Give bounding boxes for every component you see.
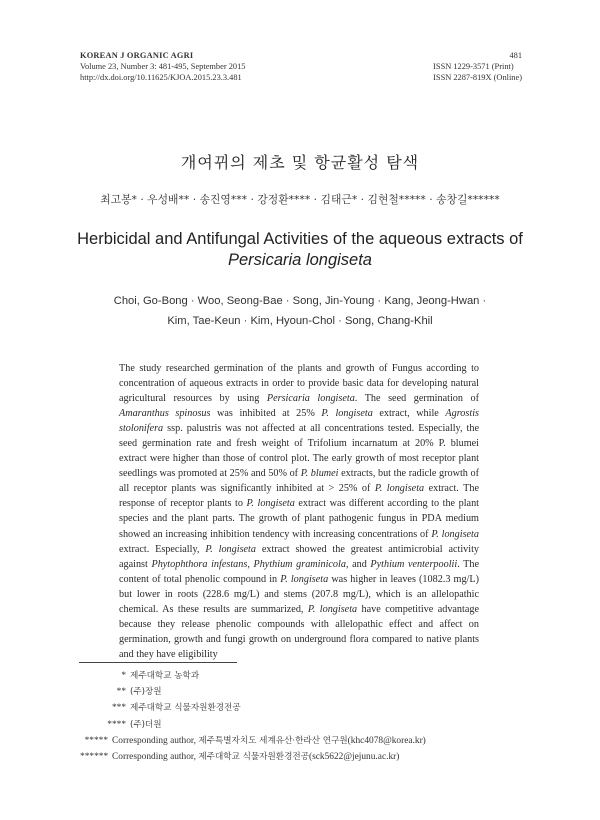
volume-info: Volume 23, Number 3: 481-495, September 2015 (80, 62, 246, 71)
abstract-text: extract showed the greatest antimicrobial activity against (119, 543, 480, 570)
title-english (60, 229, 540, 271)
abstract-text: was higher in leaves (1082.3 mg/L) but lower in roots (228.6 mg/L) and stems (207.8 mg/L), which is an allelopathic chemical. As these results are summarized, (119, 573, 480, 615)
page-number: 481 (509, 51, 522, 60)
abstract-species: P. blumei (300, 468, 339, 480)
footnote-affiliation: (주)장원 (130, 687, 162, 698)
abstract-text: extract was different according to the plant species and the plant parts. The growth of plant pathogenic fungus in PDA medium showed an increasing inhibition tendency with increasing concentrations of (119, 498, 479, 540)
abstract-species: Agrostis stolonifera (119, 408, 479, 435)
abstract-species: P. longiseta (280, 573, 329, 585)
footnote-4 (80, 717, 426, 733)
abstract-species: P. longiseta (321, 408, 373, 420)
authors-english (50, 291, 550, 331)
footnote-mark: ****** (80, 752, 109, 763)
doi-link[interactable]: http://dx.doi.org/10.11625/KJOA.2015.23.3.481 (80, 73, 242, 82)
abstract-species: Persicaria longiseta (266, 393, 355, 405)
authors-korean: 최고봉* · 우성배** · 송진영*** · 강정환**** · 김태근* · 김현철***** · 송창길****** (100, 193, 500, 206)
abstract-text: extract. Especially, (119, 543, 206, 555)
journal-header-left (80, 50, 245, 83)
abstract-species: P. longiseta (431, 528, 479, 540)
footnote-6 (80, 749, 426, 765)
footnote-affiliation: 제주대학교 식물자원환경전공 (130, 703, 241, 714)
footnote-prefix: Corresponding author, (112, 735, 199, 746)
abstract-text: extracts, but the radicle growth of all receptor plants was significantly inhibited at > 25% of (119, 468, 480, 495)
abstract-text: The study researched germination of the plants and growth of Fungus according to concentration of aqueous extracts in order to provide basic data for developing natural agricultural resources by using (119, 363, 479, 405)
abstract-species: Phythium graminicola (253, 558, 346, 570)
footnotes (80, 668, 426, 765)
authors-english-line2: Kim, Tae-Keun · Kim, Hyoun-Chol · Song, Chang-Khil (167, 315, 433, 327)
title-korean: 개여뀌의 제초 및 항균활성 탐색 (180, 153, 420, 172)
footnote-mark: ***** (84, 735, 108, 746)
footnote-affiliation: 제주특별자치도 세계유산·한라산 연구원 (198, 735, 348, 746)
footnote-prefix: Corresponding author, (112, 752, 199, 763)
abstract-text: extract, while (372, 408, 446, 420)
abstract-species: P. longiseta (307, 603, 358, 615)
footnote-mark: * (121, 671, 126, 681)
footnote-1 (80, 668, 426, 684)
journal-header-right (433, 50, 522, 83)
abstract-text: . The seed germination of (354, 393, 479, 405)
footnote-email[interactable]: (sck5622@jejunu.ac.kr) (309, 752, 400, 763)
footnote-divider (79, 662, 237, 663)
journal-name: KOREAN J ORGANIC AGRI (80, 51, 194, 60)
authors-english-line1: Choi, Go-Bong · Woo, Seong-Bae · Song, Jin-Young · Kang, Jeong-Hwan · (113, 295, 487, 307)
footnote-5 (80, 733, 426, 749)
abstract-text: ssp. palustris was not affected at all concentrations tested. Especially, the seed germination rate and fresh weight of Trifolium incarnatum at 20% P. blumei extract were higher than those of control plot. The early growth of most receptor plant seedlings was promoted at 25% and 50% of (119, 423, 479, 480)
footnote-mark: ** (116, 687, 126, 698)
abstract-text: , (247, 558, 254, 570)
abstract-species: P. longiseta (205, 543, 256, 555)
footnote-mark: *** (111, 703, 126, 714)
abstract-text: extract. The response of receptor plants to (119, 483, 479, 510)
footnote-affiliation: 제주대학교 식물자원환경전공 (198, 752, 309, 763)
abstract-species: Amaranthus spinosus (119, 408, 211, 420)
abstract (119, 361, 479, 662)
footnote-affiliation: 제주대학교 농학과 (130, 671, 200, 681)
footnote-affiliation: (주)더원 (130, 719, 162, 730)
issn-print: ISSN 1229-3571 (Print) (433, 62, 514, 71)
abstract-species: P. longiseta (374, 483, 425, 495)
abstract-text: was inhibited at 25% (210, 408, 322, 420)
title-english-species: Persicaria longiseta (228, 251, 372, 269)
footnote-email[interactable]: (khc4078@korea.kr) (347, 735, 426, 746)
title-english-line1: Herbicidal and Antifungal Activities of the aqueous extracts of (77, 230, 523, 248)
abstract-species: P. longiseta (246, 498, 295, 510)
abstract-text: . The content of total phenolic compound in (119, 558, 479, 585)
abstract-text: , and (345, 558, 371, 570)
abstract-species: Phytophthora infestans (151, 558, 248, 570)
footnote-2 (80, 684, 426, 700)
footnote-mark: **** (107, 719, 126, 730)
issn-online: ISSN 2287-819X (Online) (433, 73, 522, 82)
abstract-text: have competitive advantage because they release phenolic compounds with allelopathic effect and affect on germination, growth and fungi growth on underground flora compared to native plants and they have eligibility (119, 603, 479, 660)
abstract-species: Pythium venterpoolii (370, 558, 458, 570)
footnote-3 (80, 700, 426, 716)
